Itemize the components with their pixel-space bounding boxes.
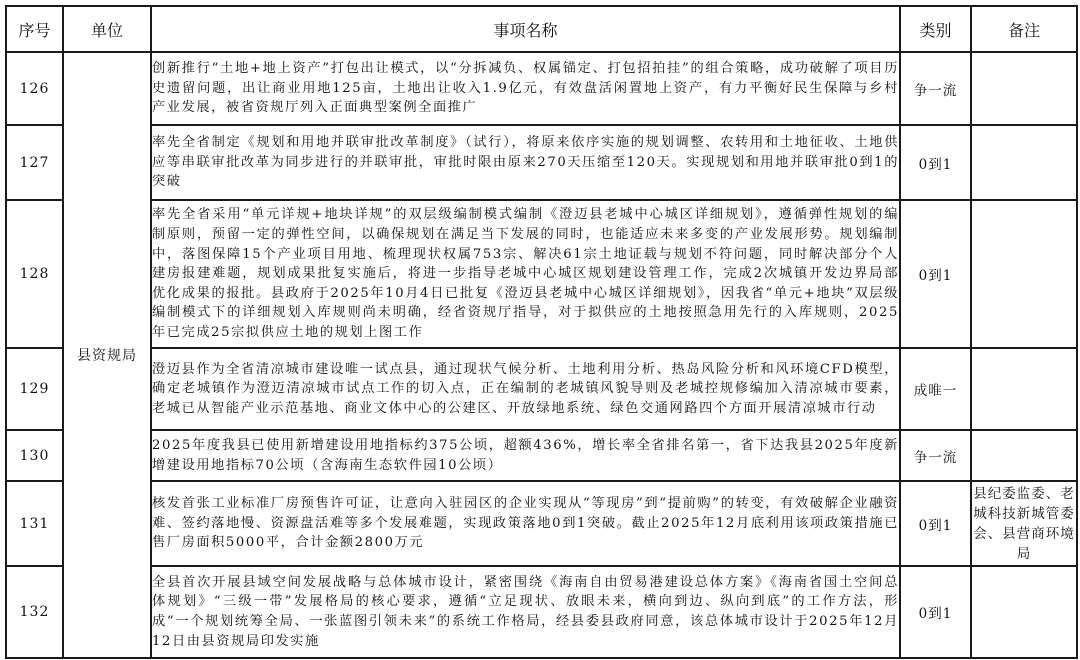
row-note: 县纪委监委、老城科技新城管委会、县营商环境局 xyxy=(971,481,1077,566)
row-category: 0到1 xyxy=(900,481,971,566)
header-unit: 单位 xyxy=(63,6,151,52)
row-seq: 126 xyxy=(6,52,63,125)
header-item: 事项名称 xyxy=(151,6,900,52)
row-desc: 创新推行“土地+地上资产”打包出让模式，以“分拆减负、权属锚定、打包招拍挂”的组合策略，成功破解了项目历史遗留问题，出让商业用地125亩，土地出让收入1.9亿元，有效盘活闲置地上资产，有力平衡好民生保障与乡村产业发展，被省资规厅列入正面典型案例全面推广 xyxy=(151,52,900,125)
table-row xyxy=(6,200,1077,348)
row-note xyxy=(971,430,1077,481)
row-seq: 128 xyxy=(6,200,63,348)
row-category: 0到1 xyxy=(900,566,971,658)
row-seq: 129 xyxy=(6,348,63,430)
row-desc: 率先全省采用“单元详规+地块详规”的双层级编制模式编制《澄迈县老城中心城区详细规划》，遵循弹性规划的编制原则，预留一定的弹性空间，以确保规划在满足当下发展的同时，也能适应未来多变的产业发展形势。规划编制中，落图保障15个产业项目用地、梳理现状权属753宗、解决61宗土地证载与规划不符问题，同时解决部分个人建房报建难题，规划成果批复实施后，将进一步指导老城中心城区规划建设管理工作，完成2次城镇开发边界局部优化成果的报批。县政府于2025年10月4日已批复《澄迈县老城中心城区详细规划》，因我省“单元+地块”双层级编制模式下的详细规划入库规则尚未明确，经省资规厅指导，对于拟供应的土地按照急用先行的入库规则，2025年已完成25宗拟供应土地的规划上图工作 xyxy=(151,200,900,348)
row-note xyxy=(971,125,1077,200)
table-row xyxy=(6,348,1077,430)
row-desc: 全县首次开展县域空间发展战略与总体城市设计，紧密围绕《海南自由贸易港建设总体方案》《海南省国土空间总体规划》“三级一带”发展格局的核心要求，遵循“立足现状、放眼未来，横向到边、纵向到底”的工作方法，形成“一个规划统筹全局、一张蓝图引领未来”的系统工作格局，经县委县政府同意，该总体城市设计于2025年12月12日由县资规局印发实施 xyxy=(151,566,900,658)
header-category: 类别 xyxy=(900,6,971,52)
row-note xyxy=(971,348,1077,430)
table-header-row xyxy=(6,6,1077,52)
row-desc: 率先全省制定《规划和用地并联审批改革制度》（试行），将原来依序实施的规划调整、农转用和土地征收、土地供应等串联审批改革为同步进行的并联审批，审批时限由原来270天压缩至120天。实现规划和用地并联审批0到1的突破 xyxy=(151,125,900,200)
items-table xyxy=(5,5,1078,659)
row-category: 0到1 xyxy=(900,200,971,348)
row-note xyxy=(971,200,1077,348)
table-row xyxy=(6,52,1077,125)
row-unit: 县资规局 xyxy=(63,52,151,658)
row-desc: 2025年度我县已使用新增建设用地指标约375公顷，超额436%，增长率全省排名第一，省下达我县2025年度新增建设用地指标70公顷（含海南生态软件园10公顷） xyxy=(151,430,900,481)
row-seq: 131 xyxy=(6,481,63,566)
row-category: 争一流 xyxy=(900,52,971,125)
table-row xyxy=(6,566,1077,658)
row-note xyxy=(971,52,1077,125)
row-category: 成唯一 xyxy=(900,348,971,430)
table-row xyxy=(6,481,1077,566)
row-seq: 130 xyxy=(6,430,63,481)
row-desc: 澄迈县作为全省清凉城市建设唯一试点县，通过现状气候分析、土地利用分析、热岛风险分析和风环境CFD模型，确定老城镇作为澄迈清凉城市试点工作的切入点，正在编制的老城镇风貌导则及老城控规修编加入清凉城市要素，老城已从智能产业示范基地、商业文体中心的公建区、开放绿地系统、绿色交通网路四个方面开展清凉城市行动 xyxy=(151,348,900,430)
header-note: 备注 xyxy=(971,6,1077,52)
table-row xyxy=(6,430,1077,481)
row-desc: 核发首张工业标准厂房预售许可证，让意向入驻园区的企业实现从“等现房”到“提前购”的转变，有效破解企业融资难、签约落地慢、资源盘活难等多个发展难题，实现政策落地0到1突破。截止2025年12月底利用该项政策措施已售厂房面积5000平，合计金额2800万元 xyxy=(151,481,900,566)
table-row xyxy=(6,125,1077,200)
row-seq: 132 xyxy=(6,566,63,658)
row-category: 争一流 xyxy=(900,430,971,481)
row-note xyxy=(971,566,1077,658)
header-seq: 序号 xyxy=(6,6,63,52)
row-category: 0到1 xyxy=(900,125,971,200)
row-seq: 127 xyxy=(6,125,63,200)
